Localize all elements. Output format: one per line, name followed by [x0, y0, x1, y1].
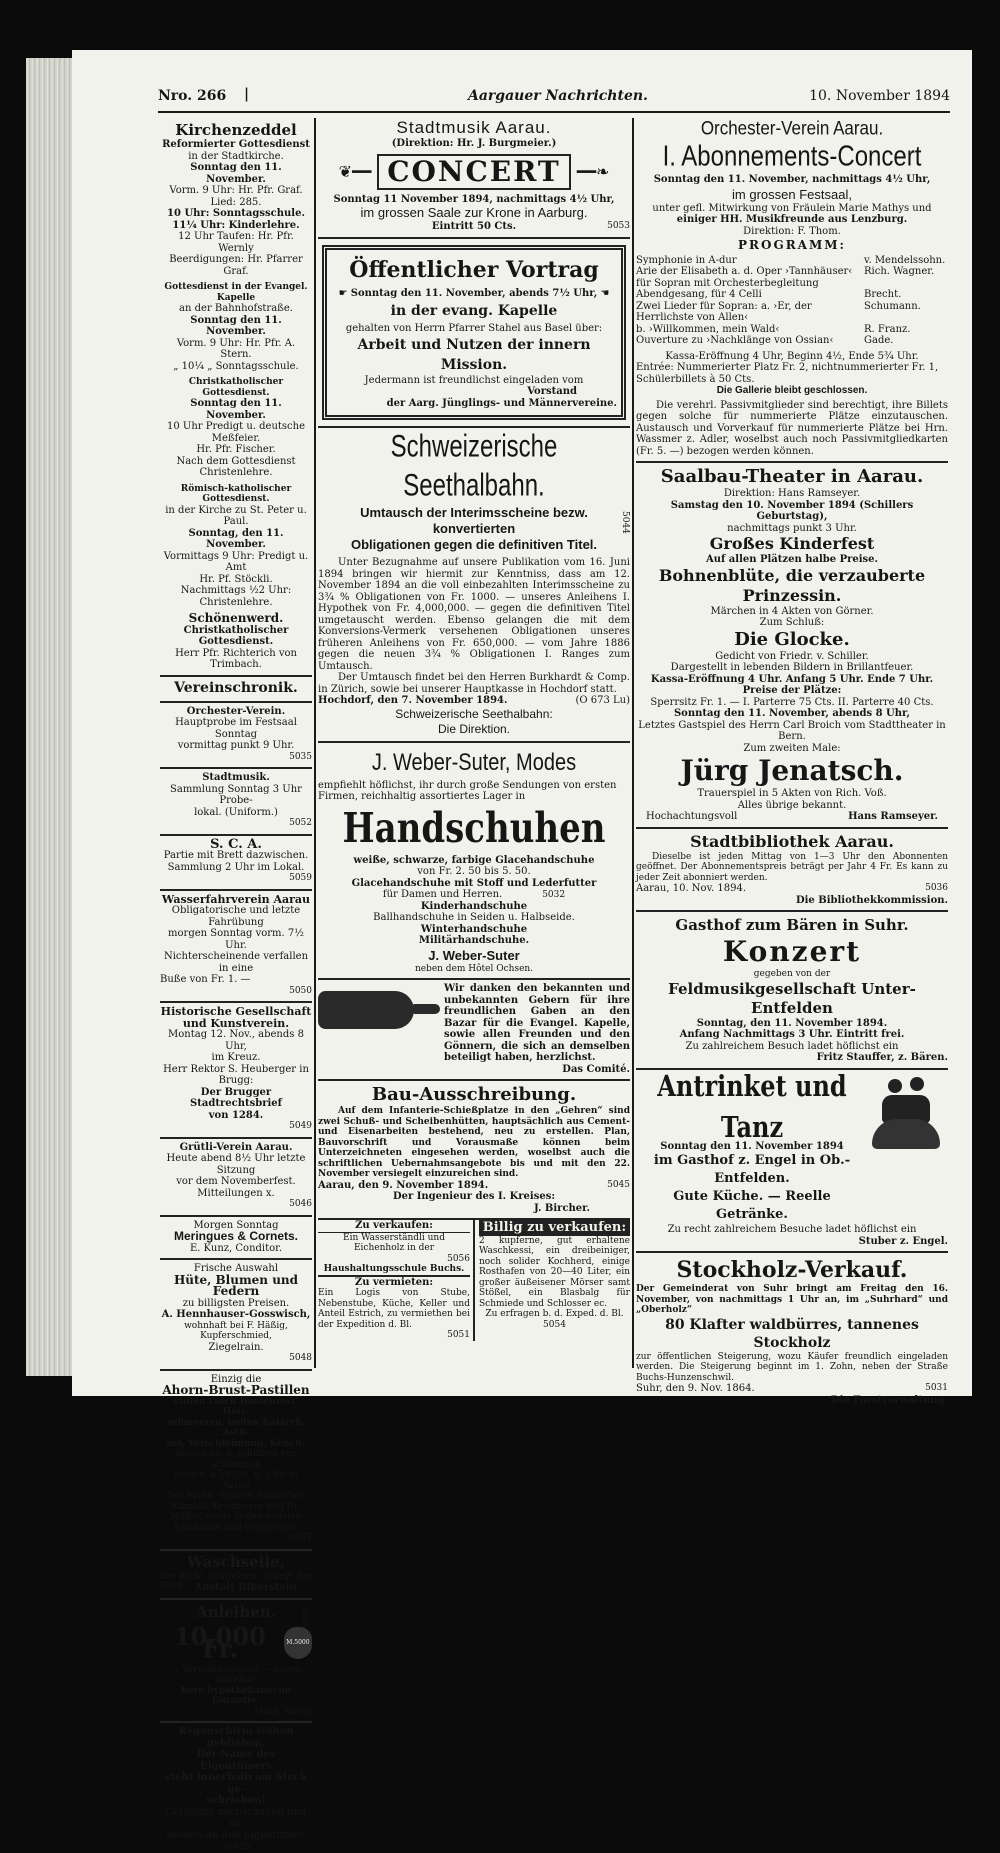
ad-anleihen: Anleihen. 5060 10,000 Fr. M.5000 — Verwaltungsgeld — gegen annehm- bare hypothekarische Garantie. Merz, Notar. — [160, 1600, 312, 1724]
program-row: Arie der Elisabeth a. d. Oper ›Tannhäuser‹ für Sopran mit Orchesterbegleitung Rich. Wagner. — [636, 266, 935, 289]
column-left — [160, 118, 312, 1853]
ad-meringues: Morgen Sonntag Meringues & Cornets. E. Kunz, Conditor. — [160, 1217, 312, 1261]
column-rule-1 — [314, 118, 316, 1368]
vereinschronik: Vereinschronik. — [160, 677, 312, 703]
pointing-hand-icon — [318, 991, 414, 1029]
ad-zu-verkaufen-vermieten: Zu verkaufen: Ein Wasserständli und Eichenholz in der 5056 Haushaltungsschule Buchs. Zu vermieten: Ein Logis von Stube, Nebenstube, Küche, Keller und Anteil Estrich, zu vermiethen bei der Expedition d. Bl. 5051 — [318, 1220, 475, 1341]
ad-billig-zu-verkaufen: Billig zu verkaufen: 2 kupferne, gut erhaltene Waschkessi, ein dreibeiniger, noch solider Kochherd, einige Rosthafen von 20—40 Liter, ein großer äußeisener Mörser samt Stößel, ein Blasbalg für Schmiede und Schlosser ec. Zu erfragen b. d. Exped. d. Bl. 5054 — [479, 1220, 630, 1330]
issue-number: Nro. 266 — [158, 88, 227, 104]
ad-antrinket-tanz: Antrinket und Tanz Sonntag den 11. November 1894 im Gasthof z. Engel in Ob.-Entfelden. Gute Küche. — Reelle Getränke. Zu recht zahlreichem Besuche ladet höflichst ein Stuber z. Engel. — [636, 1070, 948, 1254]
ad-stadtmusik-concert: Stadtmusik Aarau. (Direktion: Hr. J. Burgmeier.) ❦━━ CONCERT ━━❧ Sonntag 11 November 1894, nachmittags 4½ Uhr, im grossen Saale zur Krone in Aarburg. Eintritt 50 Cts. 5053 — [318, 118, 630, 239]
ad-oeffentlicher-vortrag: Öffentlicher Vortrag ☛ Sonntag den 11. November, abends 7½ Uhr, ☚ in der evang. Kapelle gehalten von Herrn Pfarrer Stahel aus Basel über: Arbeit und Nutzen der innern Mission. Jedermann ist freundlichst eingeladen vom Vorstand der Aarg. Jünglings- und Männervereine. — [322, 245, 626, 421]
page-header — [158, 86, 950, 110]
newspaper-title: Aargauer Nachrichten. — [468, 88, 648, 104]
ad-stadtbibliothek: Stadtbibliothek Aarau. Dieselbe ist jeden Mittag von 1—3 Uhr den Abonnenten geöffnet. Der Abonnementspreis beträgt per Jahr 4 Fr. Es kann zu jeder Zeit abonniert werden. Aarau, 10. Nov. 1894. 5036 Die Bibliothekkommission. — [636, 829, 948, 913]
ad-weber-suter: J. Weber-Suter, Modes empfiehlt höflichst, ihr durch große Sendungen von ersten Firmen, reichhaltig assortiertes Lager in Handschuhen weiße, schwarze, farbige Glacehandschuhe von Fr. 2. 50 bis 5. 50. Glacehandschuhe mit Stoff und Lederfutter für Damen und Herren. 5032 Kinderhandschuhe Ballhandschuhe in Seiden u. Halbseide. Winterhandschuhe Militärhandschuhe. J. Weber-Suter neben dem Hôtel Ochsen. — [318, 743, 630, 981]
program-row: b. ›Willkommen, mein Wald‹ R. Franz. — [636, 323, 911, 335]
header-rule — [158, 111, 950, 113]
issue-date: 10. November 1894 — [809, 88, 950, 104]
ornament-left-icon: ❦━━ — [338, 161, 372, 181]
ad-bau-ausschreibung: Bau-Ausschreibung. Auf dem Infanterie-Schießplatze in den „Gehren“ sind zwei Schuß- und Scheibenhütten, hauptsächlich aus Cement- und Eisenarbeiten bestehend, neu zu erstellen. Plan, Bauvorschrift und Vorausmaße können beim Unterzeichneten eingesehen werden, woselbst auch die schriftlichen Uebernahmsangebote bis und mit den 22. November versiegelt einzureichen sind. Aarau, den 9. November 1894. 5045 Der Ingenieur des I. Kreises: J. Bircher. — [318, 1081, 630, 1220]
column-middle — [318, 118, 630, 1341]
column-rule-2 — [632, 118, 634, 1368]
ad-stadtmusik: Stadtmusik. Sammlung Sonntag 3 Uhr Probe- lokal. (Uniform.) 5052 — [160, 769, 312, 836]
program-row: Zwei Lieder für Sopran: a. ›Er, der Herrlichste von Allen‹ Schumann. — [636, 300, 921, 323]
pointing-hand-right-icon: ☚ — [597, 287, 610, 299]
ad-ahorn-pastillen: Einzig die Ahorn-Brust-Pastillen stillen rasch Hustenreiz, Hals- schmerzen, heilen Katarrh, Asth- ma, Verschleimung, Keuch- husten ec. u. schützen vor schlimmen Folgen. à 50 Cts. u. 1 Fr. in Aarau bei Apoth. Wydler; Baden bei Kamblik-Kronmeyer und Dr. Müller, sowie in den meisten Apotheken und Droguerien. 5047 — [160, 1371, 312, 1551]
ornament-right-icon: ━━❧ — [576, 161, 610, 181]
ad-huete: Frische Auswahl Hüte, Blumen und Federn zu billigsten Preisen. A. Hennhauser-Gosswisch, wohnhaft bei F. Häßig, Kupferschmied, Ziegelrain. 5048 — [160, 1260, 312, 1371]
ad-sca: S. C. A. Partie mit Brett dazwischen. Sammlung 2 Uhr im Lokal. 5059 — [160, 836, 312, 891]
header-divider: | — [244, 86, 250, 102]
ad-saalbau-theater: Saalbau-Theater in Aarau. Direktion: Hans Ramseyer. Samstag den 10. November 1894 (Schillers Geburtstag), nachmittags punkt 3 Uhr. Großes Kinderfest Auf allen Plätzen halbe Preise. Bohnenblüte, die verzauberte Prinzessin. Märchen in 4 Akten von Görner. Zum Schluß: Die Glocke. Gedicht von Friedr. v. Schiller. Dargestellt in lebenden Bildern in Brillantfeuer. Kassa-Eröffnung 4 Uhr. Anfang 5 Uhr. Ende 7 Uhr. Preise der Plätze: Sperrsitz Fr. 1. — I. Parterre 75 Cts. II. Parterre 40 Cts. Sonntag den 11. November, abends 8 Uhr, Letztes Gastspiel des Herrn Carl Broich vom Stadttheater in Bern. Zum zweiten Male: Jürg Jenatsch. Trauerspiel in 5 Akten von Rich. Voß. Alles übrige bekannt. Hochachtungsvoll Hans Ramseyer. — [636, 463, 948, 829]
ad-waschseile: Waschseile, die nicht ausgehen, liefert die 5058 Anstalt Biberstein. — [160, 1551, 312, 1600]
program-row: Ouverture zu ›Nachklänge von Ossian‹ Gade. — [636, 335, 894, 346]
pointing-hand-left-icon: ☛ — [338, 287, 351, 299]
program-row: Symphonie in A-dur v. Mendelssohn. — [636, 254, 946, 266]
ad-historische-gesellschaft: Historische Gesellschaft und Kunstverein. Montag 12. Nov., abends 8 Uhr, im Kreuz. Herr Rektor S. Heuberger in Brugg: Der Brugger Stadtrechtsbrief von 1284. 5049 — [160, 1003, 312, 1139]
column-right — [636, 118, 948, 1406]
program-table — [636, 255, 948, 347]
book-spine — [26, 58, 78, 1376]
kirchenzeddel: Kirchenzeddel Reformierter Gottesdienst in der Stadtkirche. Sonntag den 11. November. Vorm. 9 Uhr: Hr. Pfr. Graf. Lied: 285. 10 Uhr: Sonntagsschule. 11¼ Uhr: Kinderlehre. 12 Uhr Taufen: Hr. Pfr. Wernly Beerdigungen: Hr. Pfarrer Graf. Gottesdienst in der Evangel. Kapelle an der Bahnhofstraße. Sonntag den 11. November. Vorm. 9 Uhr: Hr. Pfr. A. Stern. „ 10¼ „ Sonntagsschule. Christkatholischer Gottesdienst. Sonntag den 11. November. 10 Uhr Predigt u. deutsche Meßfeier. Hr. Pfr. Fischer. Nach dem Gottesdienst Christenlehre. Römisch-katholischer Gottesdienst. in der Kirche zu St. Peter u. Paul. Sonntag, den 11. November. Vormittags 9 Uhr: Predigt u. Amt Hr. Pf. Stöckli. Nachmittags ½2 Uhr: Christenlehre. Schönenwerd. Christkatholischer Gottesdienst. Herr Pfr. Richterich von Trimbach. — [160, 118, 312, 677]
ad-orchester-verein: Orchester-Verein Aarau. I. Abonnements-Concert Sonntag den 11. November, nachmittags 4½ Uhr, im grossen Festsaal, unter gefl. Mitwirkung von Fräulein Marie Mathys und einiger HH. Musikfreunde aus Lenzburg. Direktion: F. Thom. PROGRAMM: Symphonie in A-dur v. Mendelssohn. Arie der Elisabeth a. d. Oper ›Tannhäuser‹ für Sopran mit Orchesterbegleitung Rich. Wagner. Abendgesang, für 4 Celli Brecht. Zwei Lieder für Sopran: a. ›Er, der Herrlichste von Allen‹ Schumann. b. ›Willkommen, mein Wald‹ R. Franz. Ouverture zu ›Nachklänge von Ossian‹ Gade. Kassa-Eröffnung 4 Uhr, Beginn 4½, Ende 5¾ Uhr. Entrée: Nummerierter Platz Fr. 2, nichtnummerierter Fr. 1, Schülerbillets à 50 Cts. Die Gallerie bleibt geschlossen. Die verehrl. Passivmitglieder sind berechtigt, ihre Billets gegen solche für nummerierte Plätze einzutauschen. Austausch und Vorverkauf für nummerierte Plätze bei Hrn. Wassmer z. Adler, woselbst auch noch Passivmitgliedkarten (Fr. 5. —) bezogen werden können. — [636, 118, 948, 463]
money-bag-icon: M.5000 — [284, 1627, 312, 1659]
dancing-couple-icon — [868, 1073, 948, 1153]
ad-regenschirm: Regenschirm stehen geblieben. Der Name des Eigentümers steht innerhalb am Stock ge- schrieben! Gefälligst nachschauen und zu- senden an den Eigentümer. 5042b — [164, 1726, 308, 1852]
ad-dank: Wir danken den bekannten und unbekannten Gebern für ihre freundlichen Gaben an den Bazar für die Evangel. Kapelle, sowie allen Freunden und den Gönnern, die sich an demselben beteiligt haben, herzlichst. Das Comité. — [318, 980, 630, 1081]
ad-seethalbahn: Schweizerische Seethalbahn. Umtausch der Interimsscheine bezw. konvertierten Obligationen gegen die definitiven Titel. 5044 Unter Bezugnahme auf unsere Publikation vom 16. Juni 1894 bringen wir hiermit zur Kenntniss, dass am 12. November 1894 an die voll einbezahlten Interimsscheine zu 3¾ % Obligationen von Fr. 1000. — unseres Anleihens I. Hypothek von Fr. 4,000,000. — gegen die definitiven Titel umgetauscht werden. Ebenso gelangen die mit dem Konversions-Vermerk versehenen Obligationen unseres früheren Anleihens von Fr. 650,000. — vom Jahre 1886 gegen die neuen 3¾ % Obligationen I. Ranges zum Umtausch. Der Umtausch findet bei den Herren Burkhardt & Comp. in Zürich, sowie bei unserer Hauptkasse in Hochdorf statt. Hochdorf, den 7. November 1894. (O 673 Lu) Schweizerische Seethalbahn: Die Direktion. — [318, 426, 630, 743]
ad-stockholz-verkauf: Stockholz-Verkauf. Der Gemeinderat von Suhr bringt am Freitag den 16. November, von nachmittags 1 Uhr an, im „Suhrhard“ und „Oberholz“ 80 Klafter waldbürres, tannenes Stockholz zur öffentlichen Steigerung, wozu Käufer freundlich eingeladen werden. Die Steigerung beginnt im 1. Zohn, neben der Straße Buchs-Hunzenschwil. Suhr, den 9. Nov. 1864. 5031 Die Forstverwaltung. — [636, 1257, 948, 1406]
classifieds-row — [318, 1220, 630, 1341]
ad-wasserfahrverein: Wasserfahrverein Aarau Obligatorische und letzte Fahrübung morgen Sonntag vorm. 7½ Uhr. Nichterscheinende verfallen in eine Buße von Fr. 1. — 5050 — [160, 891, 312, 1004]
program-row: Abendgesang, für 4 Celli Brecht. — [636, 289, 902, 300]
ad-baeren-konzert: Gasthof zum Bären in Suhr. Konzert gegeben von der Feldmusikgesellschaft Unter-Entfelden Sonntag, den 11. November 1894. Anfang Nachmittags 3 Uhr. Eintritt frei. Zu zahlreichem Besuch ladet höflichst ein Fritz Stauffer, z. Bären. — [636, 912, 948, 1070]
ad-orchester-probe: Orchester-Verein. Hauptprobe im Festsaal Sonntag vormittag punkt 9 Uhr. 5035 — [160, 703, 312, 770]
ad-gruetli-verein: Grütli-Verein Aarau. Heute abend 8½ Uhr letzte Sitzung vor dem Novemberfest. Mitteilungen x. 5046 — [160, 1139, 312, 1217]
